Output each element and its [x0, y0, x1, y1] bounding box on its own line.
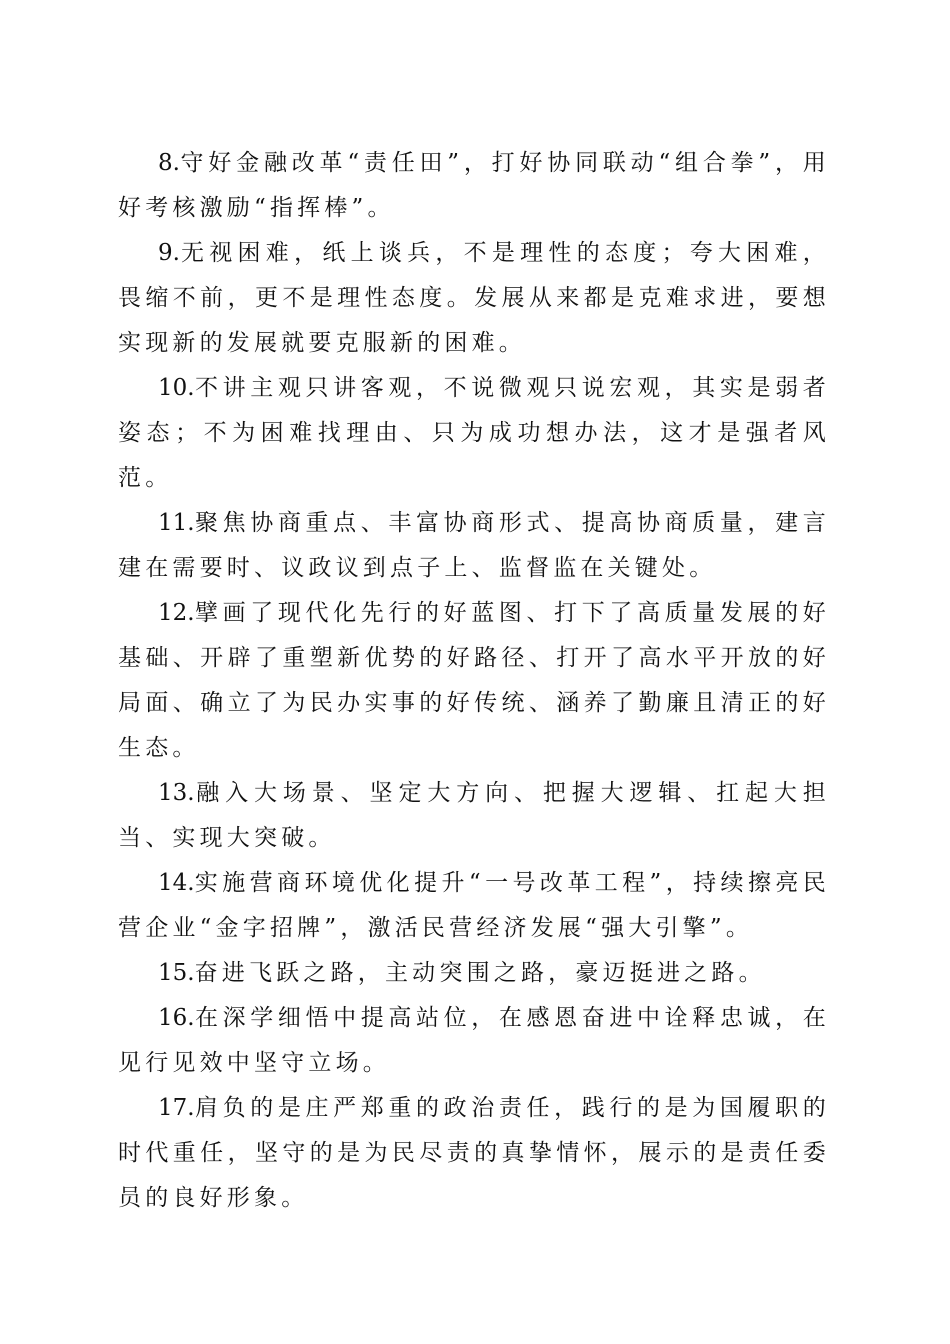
item-text: 无视困难，纸上谈兵，不是理性的态度；夸大困难，畏缩不前，更不是理性态度。发展从来都是克难求进，要想实现新的发展就要克服新的困难。 — [118, 240, 830, 356]
list-item-10 — [118, 366, 830, 501]
list-item-11 — [118, 501, 830, 591]
list-item-13 — [118, 771, 830, 861]
list-item-16 — [118, 996, 830, 1086]
list-item-12 — [118, 591, 830, 771]
item-number: 11. — [158, 510, 195, 536]
item-number: 14. — [158, 870, 195, 896]
list-item-9 — [118, 231, 830, 366]
item-text: 不讲主观只讲客观，不说微观只说宏观，其实是弱者姿态；不为困难找理由、只为成功想办法，这才是强者风范。 — [118, 375, 830, 491]
item-text: 肩负的是庄严郑重的政治责任，践行的是为国履职的时代重任，坚守的是为民尽责的真挚情怀，展示的是责任委员的良好形象。 — [118, 1095, 830, 1211]
item-text: 在深学细悟中提高站位，在感恩奋进中诠释忠诚，在见行见效中坚守立场。 — [118, 1005, 830, 1076]
item-number: 12. — [158, 600, 195, 626]
list-item-8 — [118, 141, 830, 231]
item-text: 擘画了现代化先行的好蓝图、打下了高质量发展的好基础、开辟了重塑新优势的好路径、打开了高水平开放的好局面、确立了为民办实事的好传统、涵养了勤廉且清正的好生态。 — [118, 600, 830, 761]
item-text: 守好金融改革“责任田”，打好协同联动“组合拳”，用好考核激励“指挥棒”。 — [118, 150, 830, 221]
item-number: 15. — [158, 960, 195, 986]
item-text: 聚焦协商重点、丰富协商形式、提高协商质量，建言建在需要时、议政议到点子上、监督监在关键处。 — [118, 510, 830, 581]
item-number: 13. — [158, 780, 195, 806]
item-text: 奋进飞跃之路，主动突围之路，豪迈挺进之路。 — [194, 960, 766, 986]
document-page — [118, 141, 830, 1221]
item-number: 16. — [158, 1005, 195, 1031]
list-item-15 — [118, 951, 830, 996]
item-number: 9. — [158, 240, 180, 266]
item-text: 实施营商环境优化提升“一号改革工程”，持续擦亮民营企业“金字招牌”，激活民营经济发展“强大引擎”。 — [118, 870, 830, 941]
item-number: 10. — [158, 375, 195, 401]
item-text: 融入大场景、坚定大方向、把握大逻辑、扛起大担当、实现大突破。 — [118, 780, 830, 851]
list-item-17 — [118, 1086, 830, 1221]
list-item-14 — [118, 861, 830, 951]
item-number: 8. — [158, 150, 180, 176]
item-number: 17. — [158, 1095, 195, 1121]
